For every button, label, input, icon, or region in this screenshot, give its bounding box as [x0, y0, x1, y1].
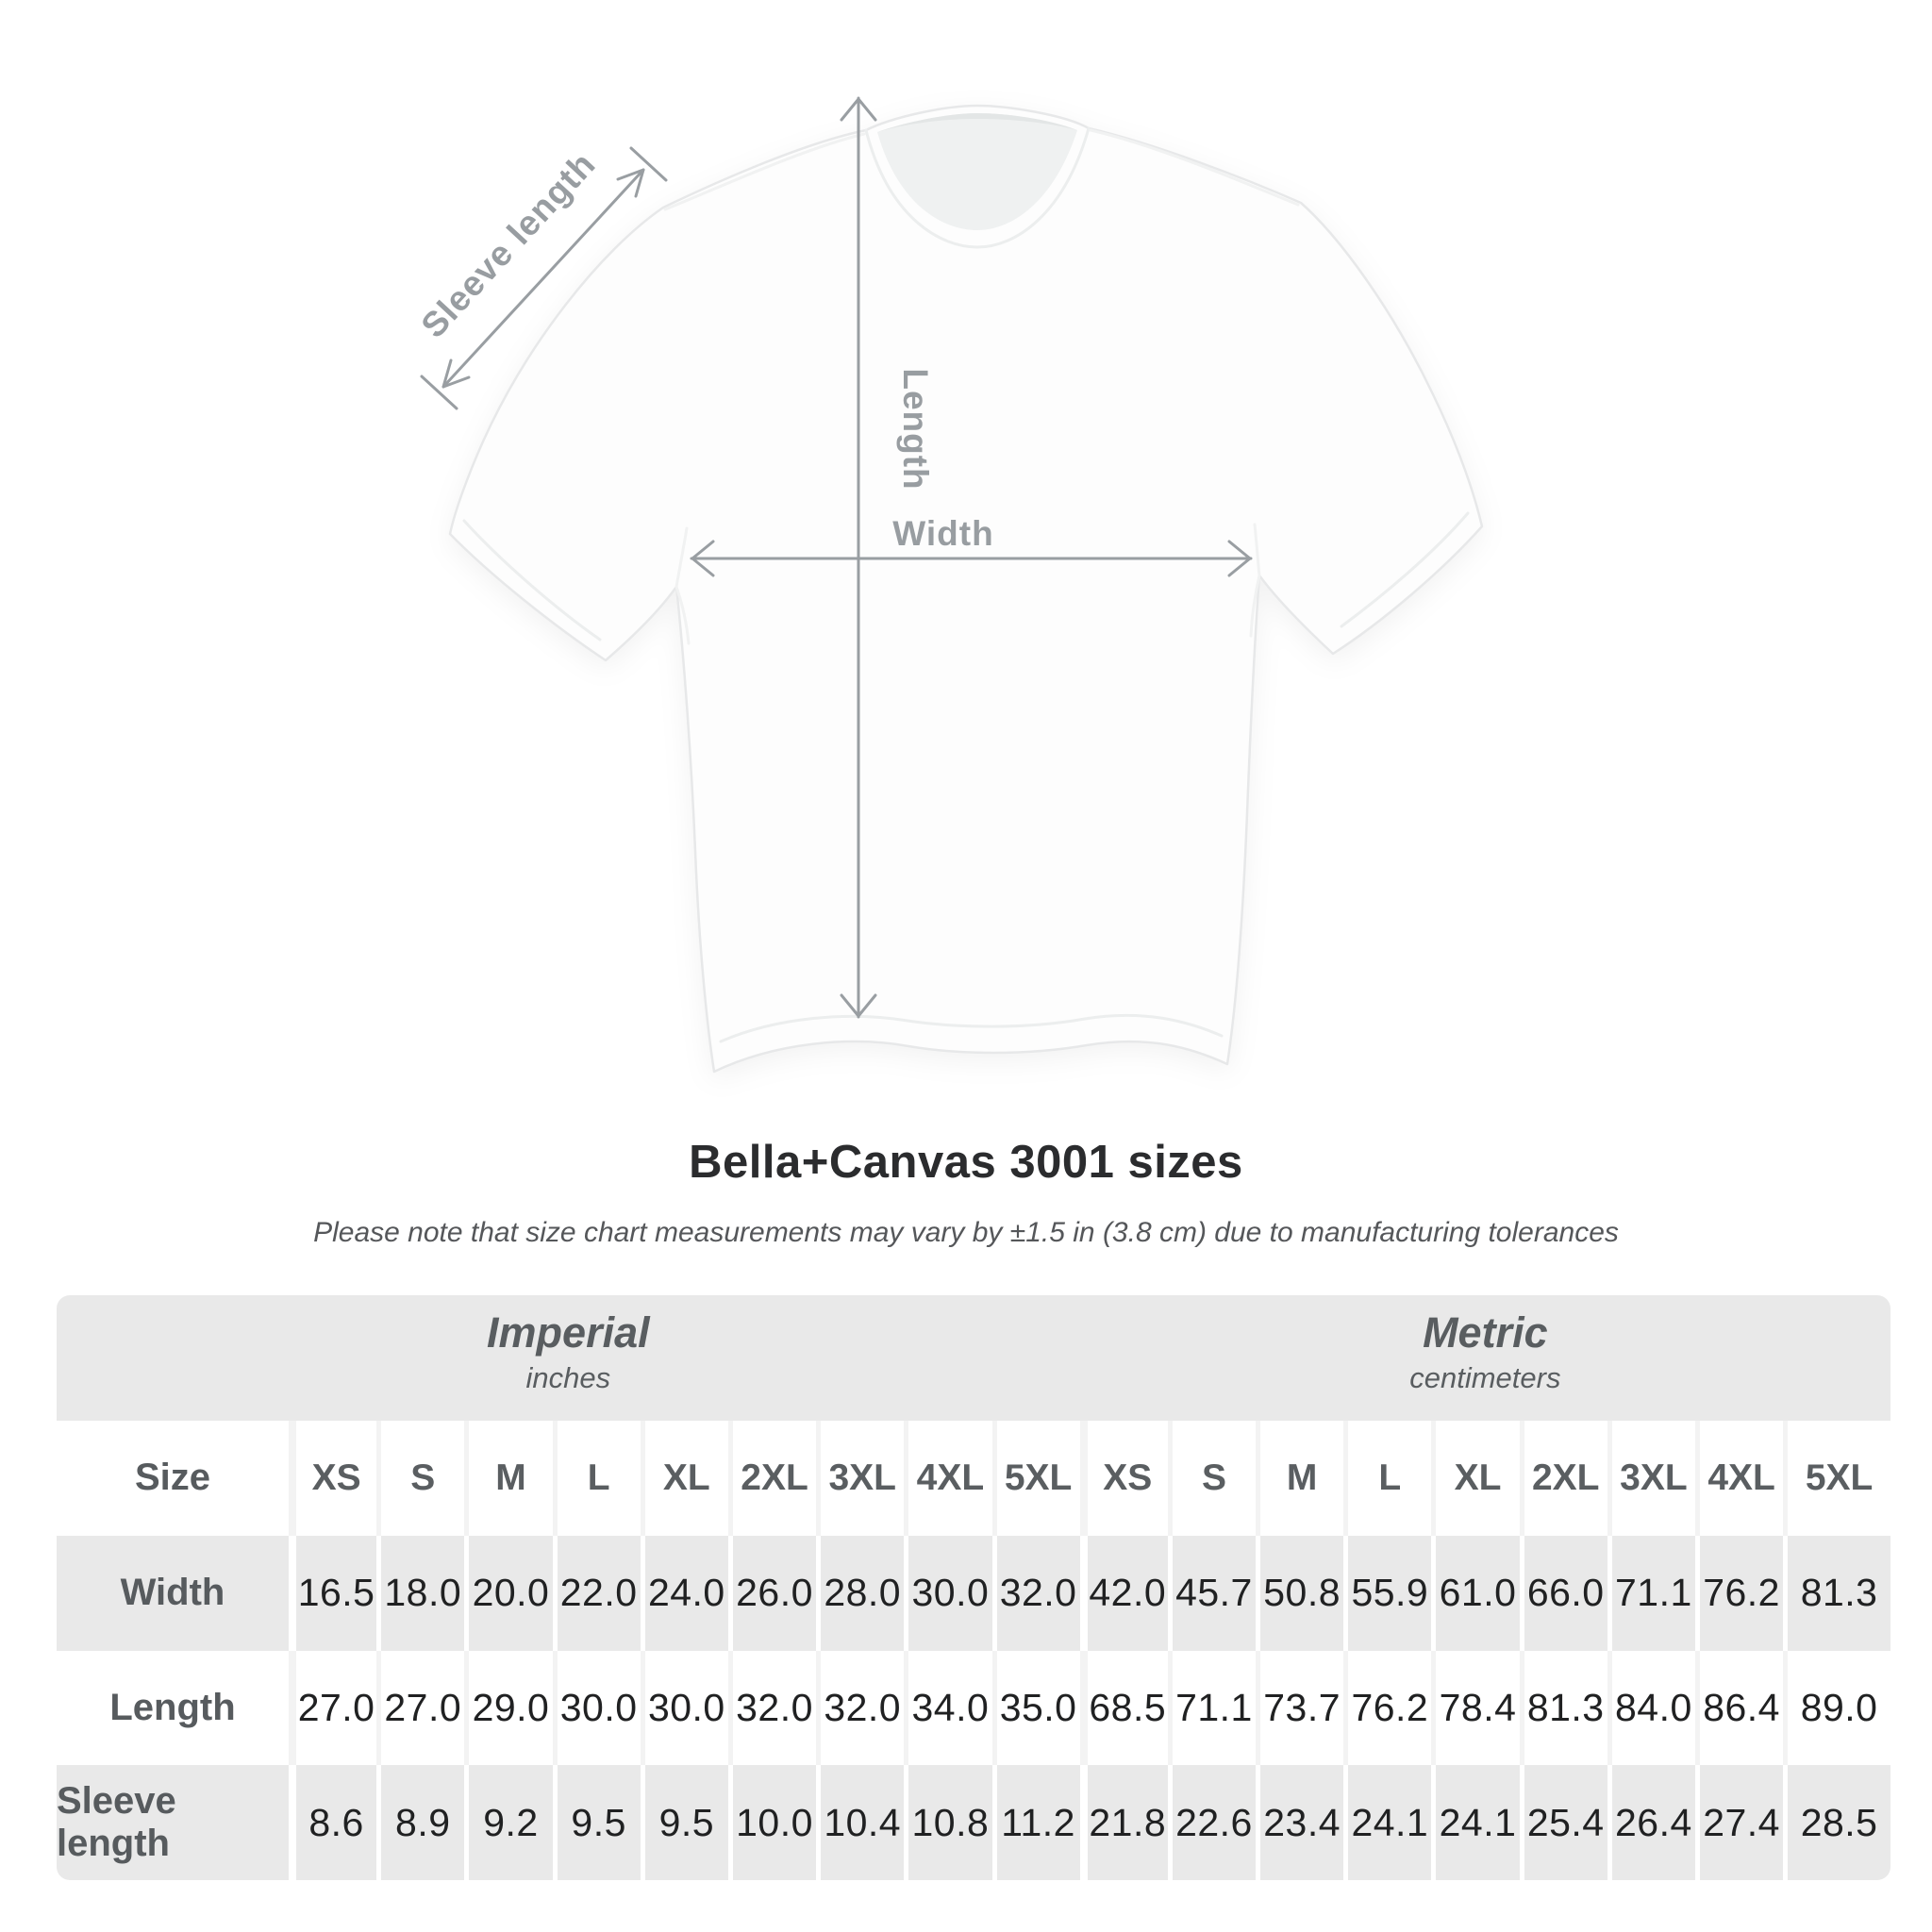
value-cell: 30.0	[904, 1536, 991, 1651]
size-column-header: 3XL	[816, 1421, 904, 1536]
value-cell: 29.0	[464, 1651, 552, 1766]
value-cell: 22.6	[1168, 1765, 1256, 1880]
value-cell: 8.6	[289, 1765, 376, 1880]
value-cell: 81.3	[1783, 1536, 1890, 1651]
value-cell: 34.0	[904, 1651, 991, 1766]
size-corner-header: Size	[57, 1421, 289, 1536]
size-column-header: 5XL	[1783, 1421, 1890, 1536]
row-label: Length	[57, 1651, 289, 1766]
value-cell: 28.5	[1783, 1765, 1890, 1880]
value-cell: 84.0	[1607, 1651, 1695, 1766]
imperial-header	[57, 1295, 1080, 1421]
value-cell: 45.7	[1168, 1536, 1256, 1651]
value-cell: 18.0	[376, 1536, 464, 1651]
value-cell: 50.8	[1256, 1536, 1343, 1651]
size-column-header: XL	[1431, 1421, 1519, 1536]
size-column-header: XS	[289, 1421, 376, 1536]
value-cell: 8.9	[376, 1765, 464, 1880]
value-cell: 20.0	[464, 1536, 552, 1651]
value-cell: 9.5	[641, 1765, 728, 1880]
value-cell: 78.4	[1431, 1651, 1519, 1766]
size-column-header: M	[464, 1421, 552, 1536]
value-cell: 32.0	[728, 1651, 816, 1766]
value-cell: 9.5	[553, 1765, 641, 1880]
value-cell: 9.2	[464, 1765, 552, 1880]
value-cell: 55.9	[1343, 1536, 1431, 1651]
value-cell: 25.4	[1520, 1765, 1607, 1880]
value-cell: 27.4	[1695, 1765, 1783, 1880]
size-column-header: L	[553, 1421, 641, 1536]
value-cell: 10.0	[728, 1765, 816, 1880]
page-title: Bella+Canvas 3001 sizes	[689, 1137, 1243, 1188]
value-cell: 89.0	[1783, 1651, 1890, 1766]
value-cell: 11.2	[992, 1765, 1080, 1880]
value-cell: 73.7	[1256, 1651, 1343, 1766]
value-cell: 27.0	[376, 1651, 464, 1766]
value-cell: 24.1	[1343, 1765, 1431, 1880]
row-label: Sleeve length	[57, 1765, 289, 1880]
metric-header	[1080, 1295, 1890, 1421]
value-cell: 71.1	[1168, 1651, 1256, 1766]
value-cell: 21.8	[1080, 1765, 1168, 1880]
row-label: Width	[57, 1536, 289, 1651]
size-column-header: S	[376, 1421, 464, 1536]
value-cell: 42.0	[1080, 1536, 1168, 1651]
sleeve-end-tick-bottom	[422, 376, 457, 408]
value-cell: 27.0	[289, 1651, 376, 1766]
size-column-header: 4XL	[1695, 1421, 1783, 1536]
size-column-header: L	[1343, 1421, 1431, 1536]
imperial-header-title: Imperial	[487, 1308, 650, 1357]
value-cell: 24.0	[641, 1536, 728, 1651]
value-cell: 76.2	[1343, 1651, 1431, 1766]
value-cell: 22.0	[553, 1536, 641, 1651]
value-cell: 76.2	[1695, 1536, 1783, 1651]
size-table	[57, 1295, 1890, 1880]
metric-header-unit: centimeters	[1409, 1361, 1561, 1394]
metric-header-title: Metric	[1423, 1308, 1548, 1357]
value-cell: 81.3	[1520, 1651, 1607, 1766]
size-column-header: XL	[641, 1421, 728, 1536]
size-column-header: M	[1256, 1421, 1343, 1536]
size-column-header: 3XL	[1607, 1421, 1695, 1536]
imperial-header-unit: inches	[525, 1361, 611, 1394]
size-column-header: 2XL	[1520, 1421, 1607, 1536]
value-cell: 66.0	[1520, 1536, 1607, 1651]
value-cell: 24.1	[1431, 1765, 1519, 1880]
value-cell: 61.0	[1431, 1536, 1519, 1651]
size-column-header: 4XL	[904, 1421, 991, 1536]
size-column-header: 5XL	[992, 1421, 1080, 1536]
value-cell: 16.5	[289, 1536, 376, 1651]
value-cell: 10.4	[816, 1765, 904, 1880]
value-cell: 26.0	[728, 1536, 816, 1651]
value-cell: 30.0	[553, 1651, 641, 1766]
value-cell: 32.0	[992, 1536, 1080, 1651]
value-cell: 28.0	[816, 1536, 904, 1651]
value-cell: 71.1	[1607, 1536, 1695, 1651]
width-label: Width	[892, 514, 994, 553]
value-cell: 32.0	[816, 1651, 904, 1766]
value-cell: 10.8	[904, 1765, 991, 1880]
length-label: Length	[896, 368, 935, 491]
shirt-silhouette	[450, 106, 1482, 1072]
size-column-header: 2XL	[728, 1421, 816, 1536]
size-column-header: S	[1168, 1421, 1256, 1536]
sleeve-length-label: Sleeve length	[413, 144, 604, 345]
value-cell: 86.4	[1695, 1651, 1783, 1766]
shirt-illustration	[450, 106, 1482, 1072]
value-cell: 35.0	[992, 1651, 1080, 1766]
value-cell: 68.5	[1080, 1651, 1168, 1766]
value-cell: 26.4	[1607, 1765, 1695, 1880]
value-cell: 23.4	[1256, 1765, 1343, 1880]
size-column-header: XS	[1080, 1421, 1168, 1536]
value-cell: 30.0	[641, 1651, 728, 1766]
page-subtitle: Please note that size chart measurements may vary by ±1.5 in (3.8 cm) due to manufacturing tolerances	[313, 1217, 1619, 1248]
